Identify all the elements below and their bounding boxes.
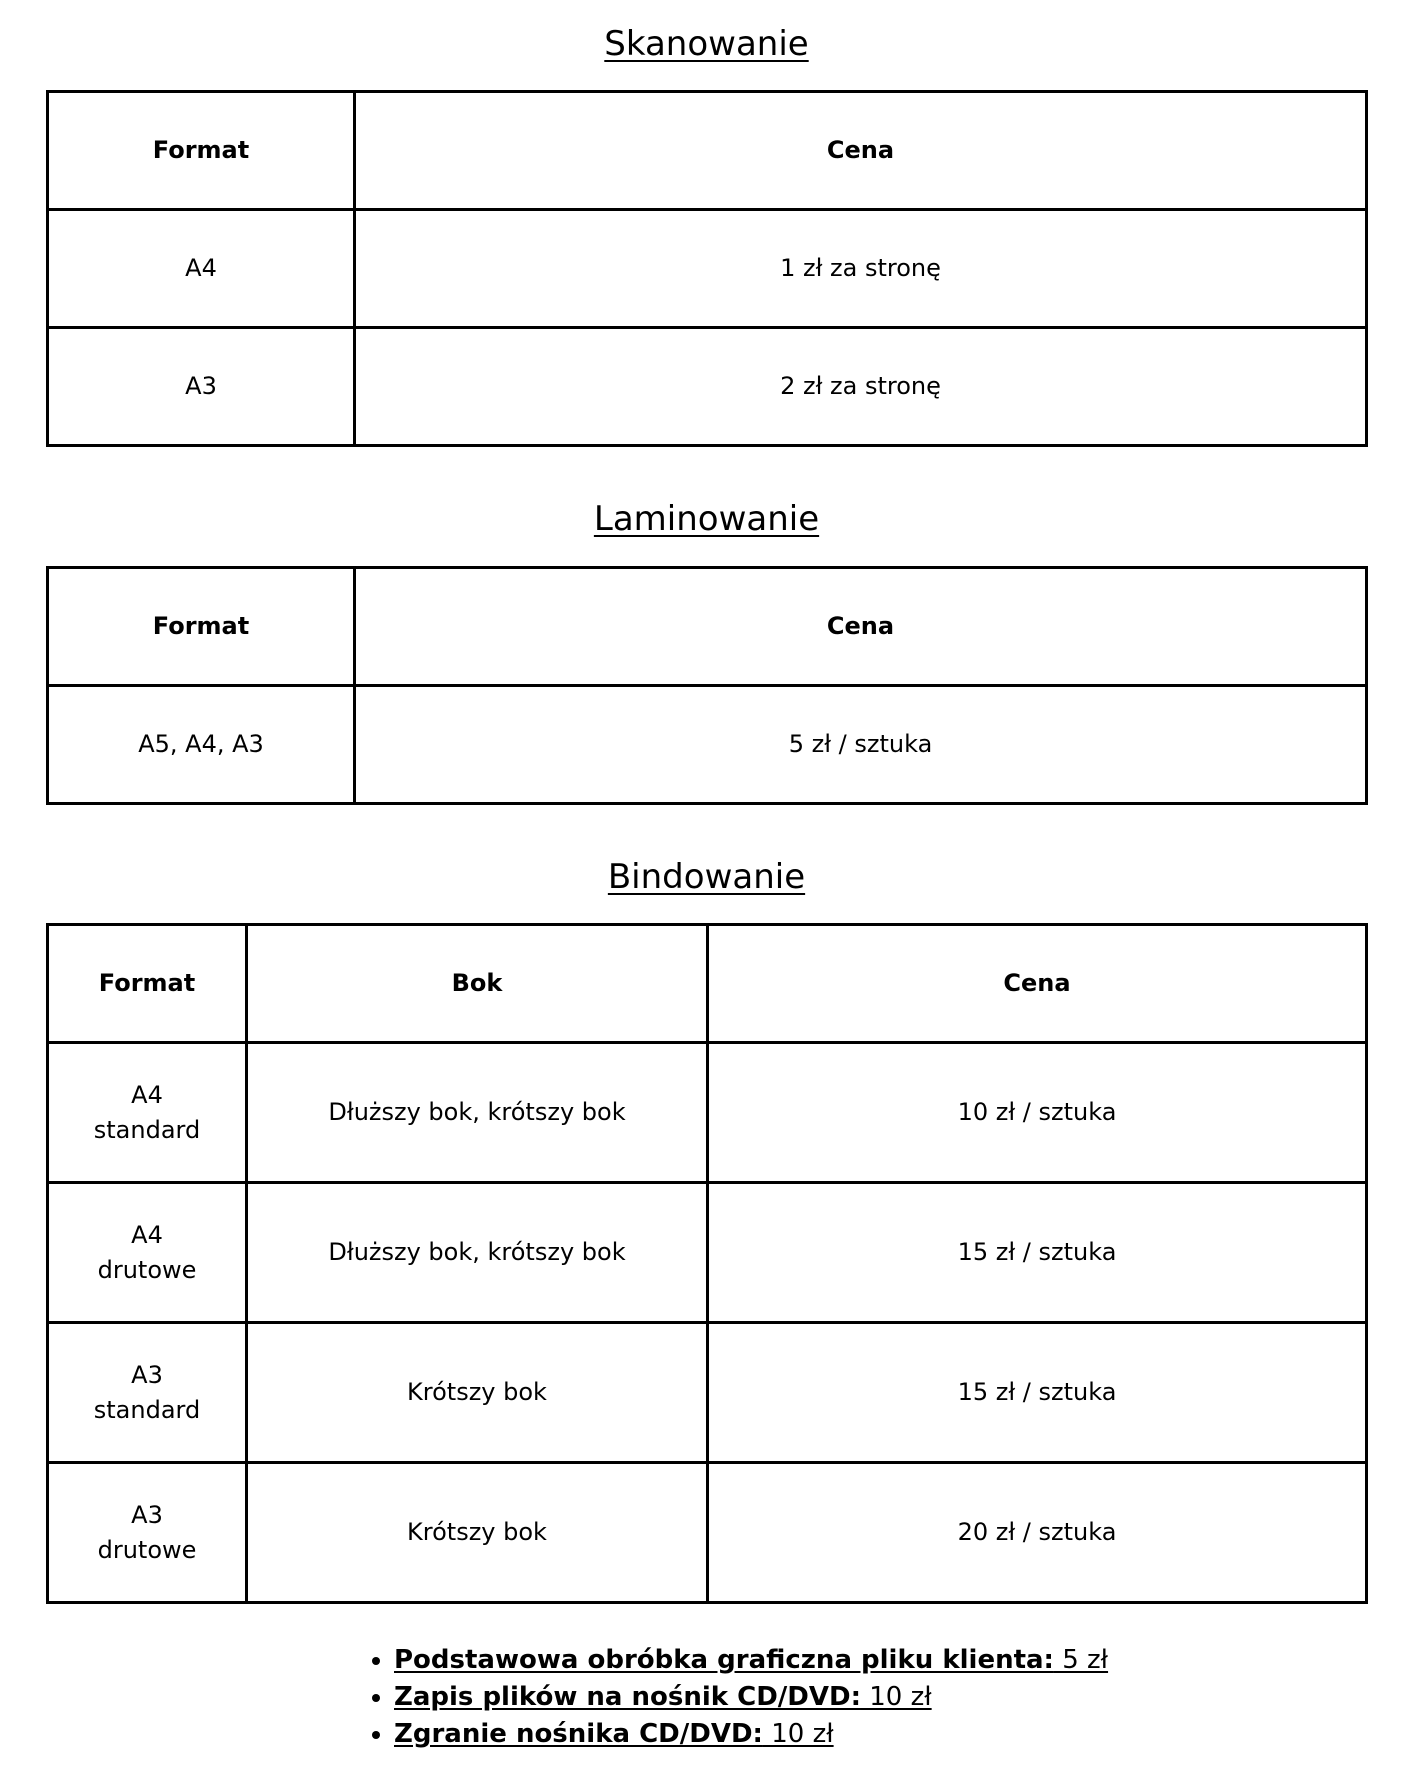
format-type: standard — [93, 1115, 201, 1144]
cell-price: 20 zł / sztuka — [708, 1463, 1367, 1603]
cell-price: 2 zł za stronę — [355, 328, 1367, 446]
format-size: A3 — [131, 1360, 163, 1389]
note-label: Zgranie nośnika CD/DVD: — [394, 1719, 763, 1749]
cell-side: Krótszy bok — [247, 1323, 708, 1463]
cell-format: A3 — [48, 328, 355, 446]
table-skanowanie — [46, 90, 1368, 447]
cell-side: Dłuższy bok, krótszy bok — [247, 1183, 708, 1323]
section-title-bindowanie: Bindowanie — [607, 857, 806, 897]
section-title-laminowanie: Laminowanie — [593, 499, 820, 539]
table-row — [48, 686, 1367, 804]
table-row — [48, 328, 1367, 446]
list-item — [394, 1642, 1108, 1679]
format-size: A4 — [131, 1080, 163, 1109]
extra-services-list — [360, 1642, 1108, 1753]
cell-price: 15 zł / sztuka — [708, 1183, 1367, 1323]
header-side: Bok — [247, 925, 708, 1043]
note-label: Zapis plików na nośnik CD/DVD: — [394, 1682, 861, 1712]
cell-format: A5, A4, A3 — [48, 686, 355, 804]
table-row — [48, 1043, 1367, 1183]
cell-price: 15 zł / sztuka — [708, 1323, 1367, 1463]
cell-format — [48, 1463, 247, 1603]
cell-side: Krótszy bok — [247, 1463, 708, 1603]
note-value: 10 zł — [762, 1719, 834, 1749]
table-header-row — [48, 925, 1367, 1043]
cell-format — [48, 1183, 247, 1323]
list-item — [394, 1716, 1108, 1753]
table-row — [48, 1323, 1367, 1463]
section-title-skanowanie: Skanowanie — [604, 24, 809, 64]
table-row — [48, 1183, 1367, 1323]
note-label: Podstawowa obróbka graficzna pliku klienta: — [394, 1645, 1054, 1675]
cell-format — [48, 1323, 247, 1463]
header-price: Cena — [355, 568, 1367, 686]
header-format: Format — [48, 925, 247, 1043]
list-item — [394, 1679, 1108, 1716]
header-price: Cena — [355, 92, 1367, 210]
table-header-row — [48, 568, 1367, 686]
cell-format: A4 — [48, 210, 355, 328]
format-type: standard — [93, 1395, 201, 1424]
format-type: drutowe — [97, 1255, 197, 1284]
table-header-row — [48, 92, 1367, 210]
cell-price: 1 zł za stronę — [355, 210, 1367, 328]
header-price: Cena — [708, 925, 1367, 1043]
table-row — [48, 210, 1367, 328]
header-format: Format — [48, 568, 355, 686]
cell-format — [48, 1043, 247, 1183]
cell-price: 10 zł / sztuka — [708, 1043, 1367, 1183]
table-bindowanie — [46, 923, 1368, 1604]
note-value: 5 zł — [1053, 1645, 1109, 1675]
table-row — [48, 1463, 1367, 1603]
note-value: 10 zł — [860, 1682, 932, 1712]
format-type: drutowe — [97, 1535, 197, 1564]
cell-side: Dłuższy bok, krótszy bok — [247, 1043, 708, 1183]
format-size: A3 — [131, 1500, 163, 1529]
cell-price: 5 zł / sztuka — [355, 686, 1367, 804]
format-size: A4 — [131, 1220, 163, 1249]
header-format: Format — [48, 92, 355, 210]
table-laminowanie — [46, 566, 1368, 805]
